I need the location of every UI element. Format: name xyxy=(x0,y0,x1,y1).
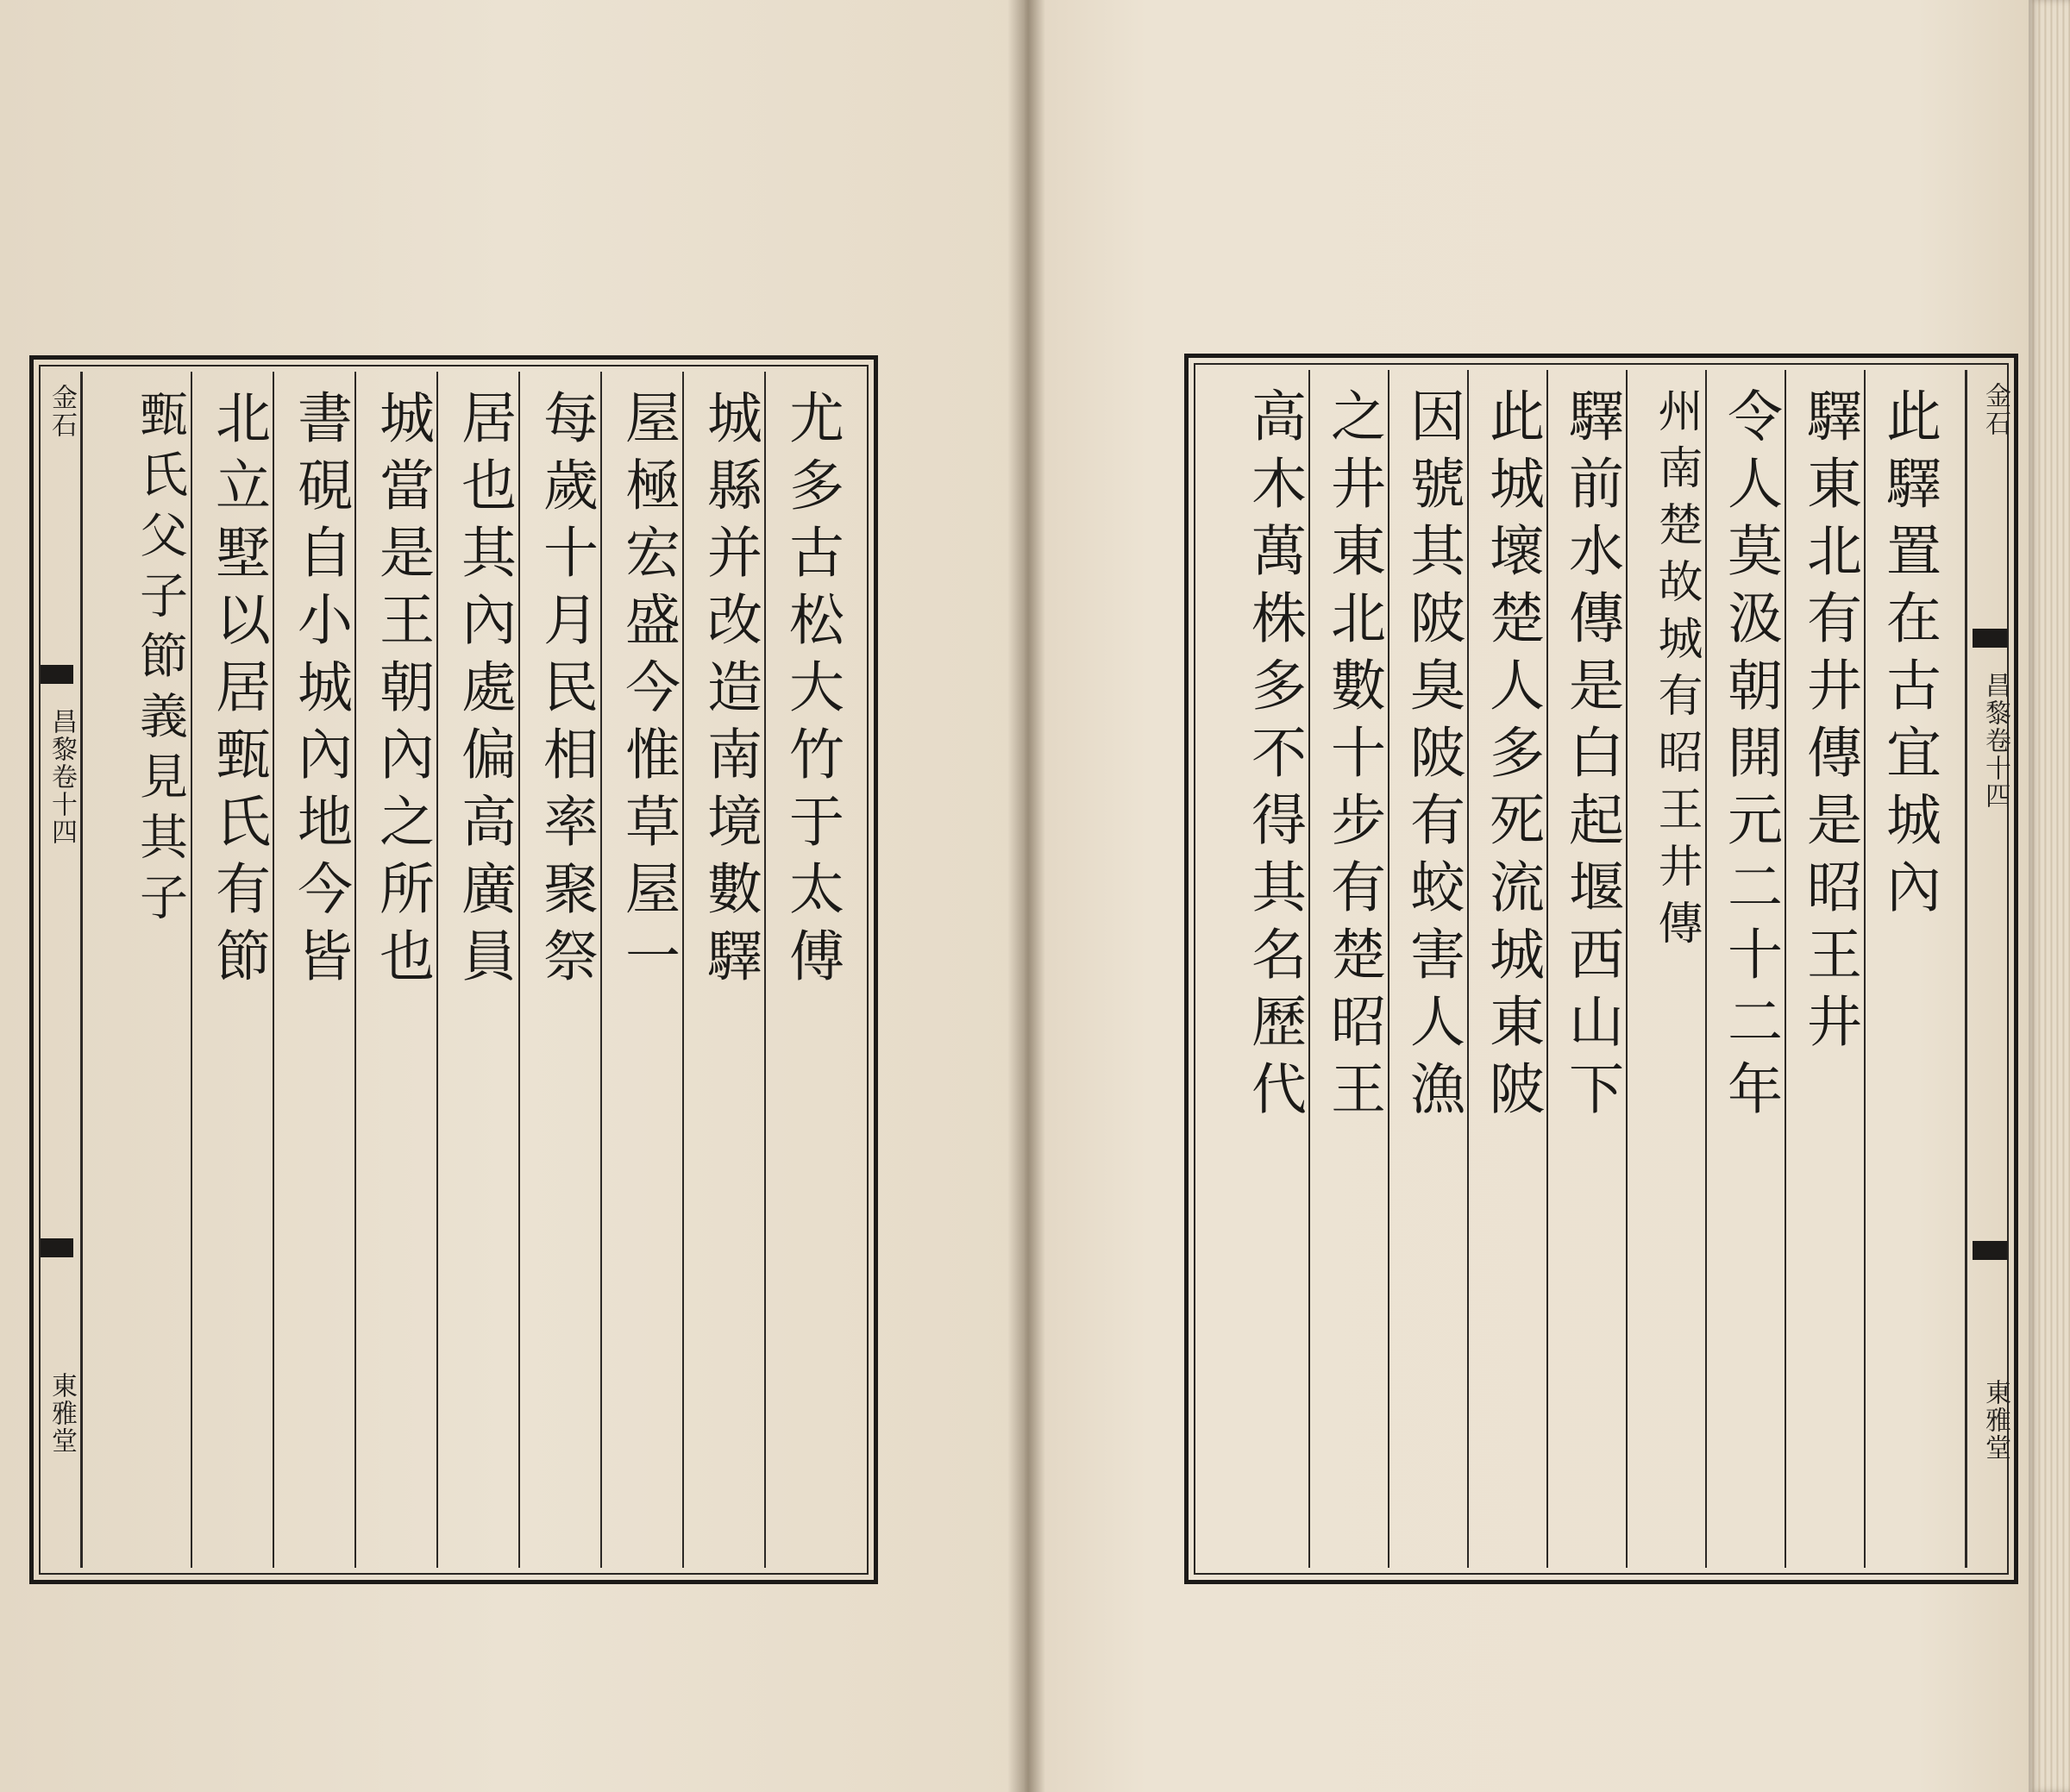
text-column: 屋極宏盛今惟草屋一 xyxy=(616,389,680,994)
column-rule xyxy=(354,372,356,1568)
column-rule xyxy=(191,372,192,1568)
column-rule xyxy=(1467,370,1469,1568)
left-text-frame xyxy=(29,355,878,1584)
text-column: 高木萬株多不得其名歷代 xyxy=(1242,387,1306,1127)
text-column: 此城壞楚人多死流城東陂 xyxy=(1480,387,1544,1127)
text-column: 甄氏父子節義見其子 xyxy=(132,389,188,932)
block-margin xyxy=(1965,370,2014,1568)
column-rule xyxy=(1785,370,1786,1568)
column-rule xyxy=(682,372,684,1568)
book-gutter xyxy=(1007,0,1045,1792)
text-column: 此驛置在古宜城內 xyxy=(1877,387,1941,925)
column-rule xyxy=(273,372,274,1568)
fishtail-mark xyxy=(39,665,73,684)
block-margin xyxy=(34,372,83,1568)
text-column: 之井東北數十步有楚昭王 xyxy=(1321,387,1385,1127)
left-page xyxy=(0,0,1025,1792)
margin-volume: 昌黎卷十四 xyxy=(47,708,77,846)
text-column: 北立墅以居甄氏有節 xyxy=(206,389,270,994)
column-rule xyxy=(1388,370,1389,1568)
column-rule xyxy=(436,372,438,1568)
column-rule xyxy=(1864,370,1866,1568)
text-column: 居也其內處偏高廣員 xyxy=(452,389,516,994)
text-column: 因號其陂臭陂有蛟害人漁 xyxy=(1401,387,1465,1127)
margin-publisher: 東雅堂 xyxy=(1980,1379,2010,1462)
text-column: 州南楚故城有昭王井傳 xyxy=(1650,387,1702,956)
text-column: 每歲十月民相率聚祭 xyxy=(534,389,598,994)
right-page xyxy=(1025,0,2038,1792)
margin-title: 金石 xyxy=(1980,382,2010,437)
right-text-frame xyxy=(1184,354,2018,1584)
column-rule xyxy=(1705,370,1707,1568)
text-column: 城當是王朝內之所也 xyxy=(370,389,434,994)
margin-volume: 昌黎卷十四 xyxy=(1980,672,2010,810)
column-rule xyxy=(1546,370,1548,1568)
text-column: 令人莫汲朝開元二十二年 xyxy=(1718,387,1782,1127)
text-column: 尤多古松大竹于太傅 xyxy=(780,389,844,994)
text-column: 城縣并改造南境數驛 xyxy=(698,389,762,994)
column-rule xyxy=(764,372,766,1568)
fishtail-mark xyxy=(1973,1241,2007,1260)
text-column: 書硯自小城內地今皆 xyxy=(288,389,352,994)
margin-title: 金石 xyxy=(47,384,77,439)
margin-publisher: 東雅堂 xyxy=(47,1372,77,1455)
fishtail-mark xyxy=(39,1238,73,1257)
column-rule xyxy=(600,372,602,1568)
column-rule xyxy=(1626,370,1628,1568)
page-edge xyxy=(2029,0,2070,1792)
text-column: 驛東北有井傳是昭王井 xyxy=(1797,387,1861,1060)
text-column: 驛前水傳是白起堰西山下 xyxy=(1559,387,1623,1127)
column-rule xyxy=(1308,370,1310,1568)
column-rule xyxy=(518,372,520,1568)
fishtail-mark xyxy=(1973,629,2007,648)
